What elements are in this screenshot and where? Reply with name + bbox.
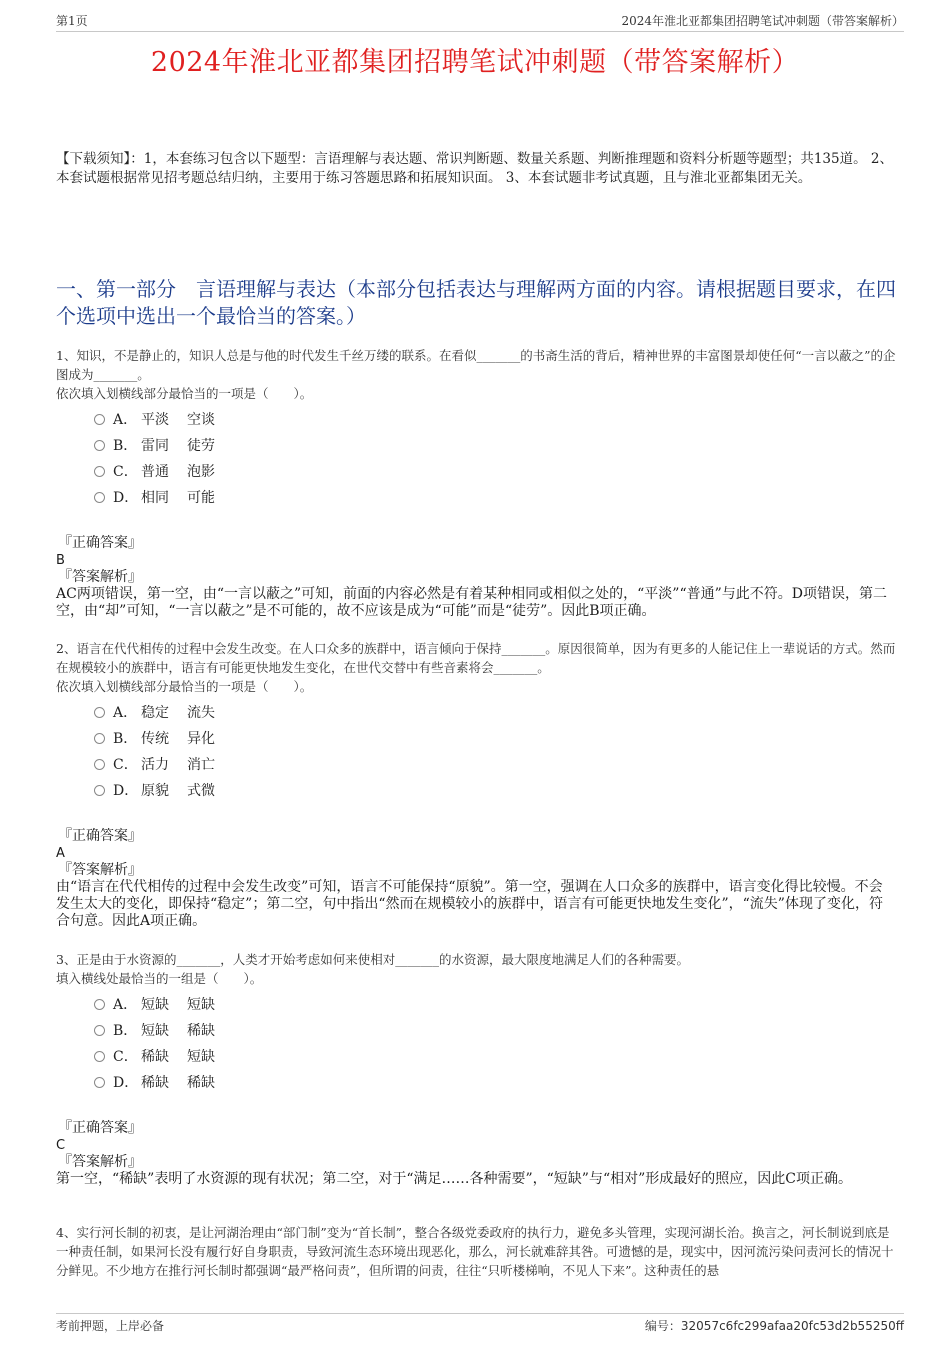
option-d[interactable]: D． 稀缺 稀缺 bbox=[94, 1070, 896, 1096]
explanation-text: AC两项错误，第一空，由“一言以蔽之”可知，前面的内容必然是有着某种相同或相似之处的，“平淡”“普通”与此不符。D项错误，第二空，由“却”可知，“一言以蔽之”是不可能的，故不应该是成为“可能”而是“徒劳”。因此B项正确。 bbox=[56, 586, 887, 619]
answer-block bbox=[56, 535, 896, 620]
question-instruction: 依次填入划横线部分最恰当的一项是（ ）。 bbox=[56, 386, 313, 401]
radio-icon[interactable] bbox=[94, 759, 105, 770]
code-label: 编号： bbox=[644, 1319, 681, 1333]
answer-block bbox=[56, 1120, 896, 1188]
correct-answer: A bbox=[56, 846, 65, 861]
code-value: 32057c6fc299afaa20fc53d2b55250ff bbox=[680, 1319, 904, 1333]
option-a[interactable]: A． 稳定 流失 bbox=[94, 700, 896, 726]
option-c[interactable]: C． 稀缺 短缺 bbox=[94, 1044, 896, 1070]
radio-icon[interactable] bbox=[94, 414, 105, 425]
option-b[interactable]: B． 短缺 稀缺 bbox=[94, 1018, 896, 1044]
page-number: 第1页 bbox=[56, 14, 88, 28]
radio-icon[interactable] bbox=[94, 1077, 105, 1088]
download-notice: 【下载须知】：1，本套练习包含以下题型：言语理解与表达题、常识判断题、数量关系题、判断推理题和资料分析题等题型；共135道。 2、本套试题根据常见招考题总结归纳，主要用于练习答题思路和拓展知识面。 3、本套试题非考试真题，且与淮北亚都集团无关。 bbox=[56, 151, 893, 186]
option-list bbox=[94, 407, 896, 511]
explanation-label: 『答案解析』 bbox=[58, 862, 142, 878]
option-c[interactable]: C． 普通 泡影 bbox=[94, 459, 896, 485]
question-instruction: 依次填入划横线部分最恰当的一项是（ ）。 bbox=[56, 679, 313, 694]
question-instruction: 填入横线处最恰当的一组是（ ）。 bbox=[56, 971, 263, 986]
document-title: 2024年淮北亚都集团招聘笔试冲刺题（带答案解析） bbox=[150, 47, 800, 78]
correct-answer: C bbox=[56, 1138, 66, 1153]
option-list bbox=[94, 700, 896, 804]
correct-answer-label: 『正确答案』 bbox=[58, 1120, 142, 1136]
answer-block bbox=[56, 828, 896, 930]
option-list bbox=[94, 992, 896, 1096]
radio-icon[interactable] bbox=[94, 999, 105, 1010]
explanation-label: 『答案解析』 bbox=[58, 569, 142, 585]
option-a[interactable]: A． 平淡 空谈 bbox=[94, 407, 896, 433]
page-header bbox=[56, 12, 904, 32]
correct-answer-label: 『正确答案』 bbox=[58, 535, 142, 551]
option-c[interactable]: C． 活力 消亡 bbox=[94, 752, 896, 778]
question-stem: 3、正是由于水资源的_______，人类才开始考虑如何来使相对_______的水资源，最大限度地满足人们的各种需要。 bbox=[56, 952, 689, 967]
option-d[interactable]: D． 相同 可能 bbox=[94, 485, 896, 511]
question-2 bbox=[56, 639, 896, 930]
option-a[interactable]: A． 短缺 短缺 bbox=[94, 992, 896, 1018]
section-title: 一、第一部分 言语理解与表达（本部分包括表达与理解两方面的内容。请根据题目要求，在四个选项中选出一个最恰当的答案。） bbox=[56, 277, 896, 328]
radio-icon[interactable] bbox=[94, 440, 105, 451]
question-stem: 2、语言在代代相传的过程中会发生改变。在人口众多的族群中，语言倾向于保持_______。原因很简单，因为有更多的人能记住上一辈说话的方式。然而在规模较小的族群中，语言有可能更快地发生变化，在世代交替中有些音素将会_______。 bbox=[56, 641, 896, 675]
explanation-text: 第一空，“稀缺”表明了水资源的现有状况；第二空，对于“满足……各种需要”，“短缺”与“相对”形成最好的照应，因此C项正确。 bbox=[56, 1171, 852, 1187]
option-d[interactable]: D． 原貌 式微 bbox=[94, 778, 896, 804]
radio-icon[interactable] bbox=[94, 1051, 105, 1062]
radio-icon[interactable] bbox=[94, 785, 105, 796]
correct-answer: B bbox=[56, 553, 65, 568]
correct-answer-label: 『正确答案』 bbox=[58, 828, 142, 844]
radio-icon[interactable] bbox=[94, 733, 105, 744]
question-3 bbox=[56, 950, 896, 1188]
footer-slogan: 考前押题，上岸必备 bbox=[56, 1319, 165, 1333]
option-b[interactable]: B． 传统 异化 bbox=[94, 726, 896, 752]
radio-icon[interactable] bbox=[94, 707, 105, 718]
question-stem: 1、知识，不是静止的，知识人总是与他的时代发生千丝万缕的联系。在看似_______的书斋生活的背后，精神世界的丰富图景却使任何“一言以蔽之”的企图成为_______。 bbox=[56, 348, 896, 382]
question-stem: 4、实行河长制的初衷，是让河湖治理由“部门制”变为“首长制”，整合各级党委政府的执行力，避免多头管理，实现河湖长治。换言之，河长制说到底是一种责任制，如果河长没有履行好自身职责，导致河流生态环境出现恶化，那么，河长就难辞其咎。可遗憾的是，现实中，因河流污染问责河长的情况十分鲜见。不少地方在推行河长制时都强调“最严格问责”，但所谓的问责，往往“只听楼梯响，不见人下来”。这种责任的悬 bbox=[56, 1225, 894, 1278]
question-4 bbox=[56, 1223, 896, 1285]
question-1 bbox=[56, 346, 896, 620]
radio-icon[interactable] bbox=[94, 492, 105, 503]
radio-icon[interactable] bbox=[94, 1025, 105, 1036]
option-b[interactable]: B． 雷同 徒劳 bbox=[94, 433, 896, 459]
page-footer bbox=[56, 1313, 904, 1335]
document-code bbox=[645, 1317, 904, 1334]
radio-icon[interactable] bbox=[94, 466, 105, 477]
explanation-label: 『答案解析』 bbox=[58, 1154, 142, 1170]
header-doc-title: 2024年淮北亚都集团招聘笔试冲刺题（带答案解析） bbox=[621, 14, 904, 28]
explanation-text: 由“语言在代代相传的过程中会发生改变”可知，语言不可能保持“原貌”。第一空，强调在人口众多的族群中，语言变化得比较慢。不会发生太大的变化，即保持“稳定”；第二空，句中指出“然而在规模较小的族群中，语言有可能更快地发生变化”，“流失”体现了变化，符合句意。因此A项正确。 bbox=[56, 879, 883, 929]
